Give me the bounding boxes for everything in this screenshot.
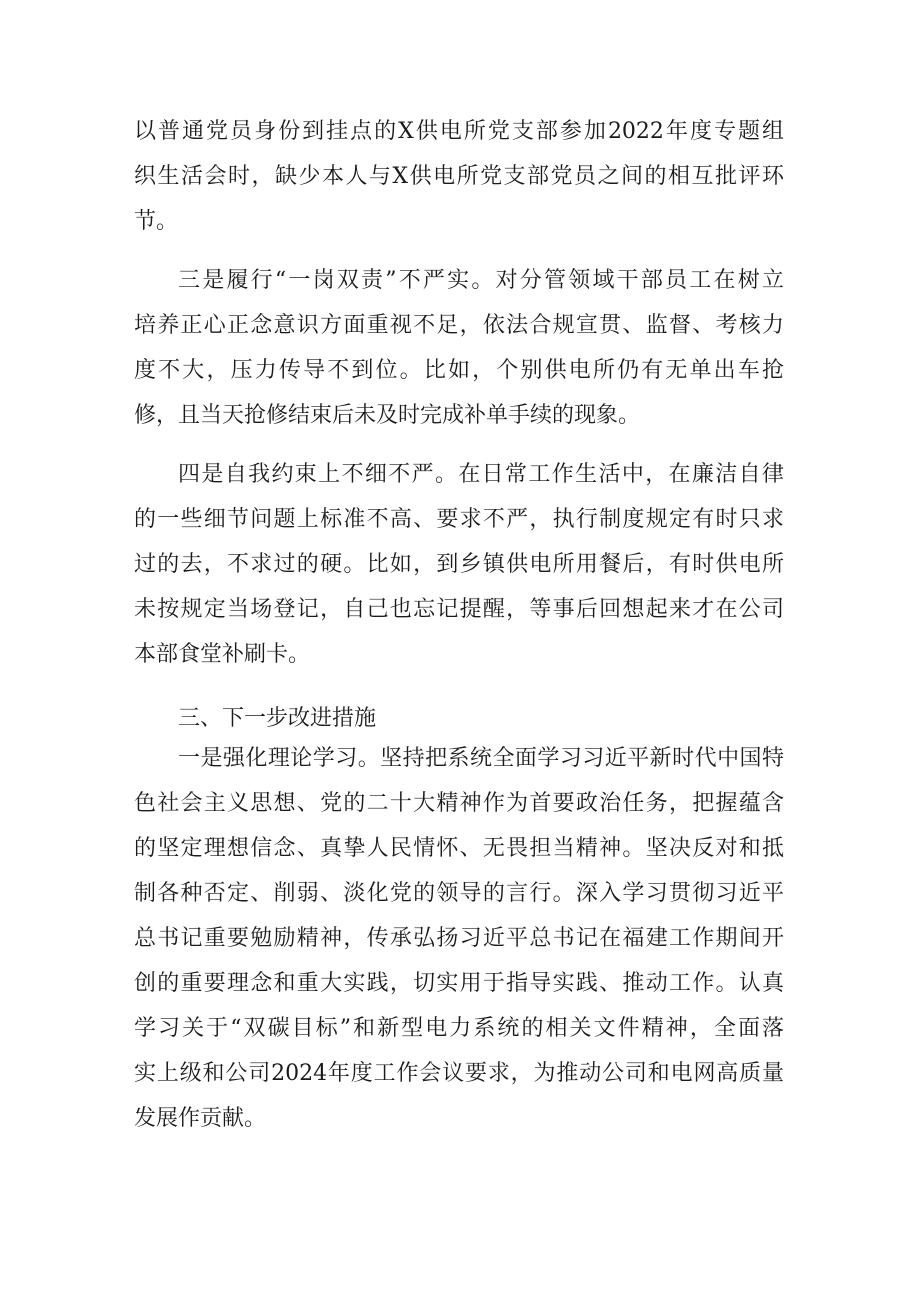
paragraph-line: 的坚定理想信念、真挚人民情怀、无畏担当精神。坚决反对和抵 [134, 836, 784, 861]
paragraph-line: 四是自我约束上不细不严。在日常工作生活中，在廉洁自律 [178, 462, 784, 487]
paragraph-line: 过的去，不求过的硬。比如，到乡镇供电所用餐后，有时供电所 [134, 552, 784, 577]
paragraph-line: 发展作贡献。 [134, 1106, 267, 1131]
paragraph-line: 制各种否定、削弱、淡化党的领导的言行。深入学习贯彻习近平 [134, 881, 784, 906]
paragraph-line: 培养正心正念意识方面重视不足，依法合规宣贯、监督、考核力 [134, 313, 784, 338]
paragraph-line: 织生活会时，缺少本人与X供电所党支部党员之间的相互批评环 [134, 164, 784, 189]
paragraph-line: 色社会主义思想、党的二十大精神作为首要政治任务，把握蕴含 [134, 791, 784, 816]
paragraph-line: 一是强化理论学习。坚持把系统全面学习习近平新时代中国特 [178, 746, 784, 771]
paragraph-line: 总书记重要勉励精神，传承弘扬习近平总书记在福建工作期间开 [134, 926, 784, 951]
paragraph-line: 创的重要理念和重大实践，切实用于指导实践、推动工作。认真 [134, 971, 784, 996]
paragraph-line: 的一些细节问题上标准不高、要求不严，执行制度规定有时只求 [134, 507, 784, 532]
paragraph-line: 学习关于“双碳目标”和新型电力系统的相关文件精神，全面落 [134, 1016, 784, 1041]
paragraph-line: 本部食堂补刷卡。 [134, 642, 311, 667]
section-heading: 三、下一步改进措施 [178, 706, 377, 731]
paragraph-line: 三是履行“一岗双责”不严实。对分管领域干部员工在树立 [178, 268, 784, 293]
paragraph-line: 实上级和公司2024年度工作会议要求，为推动公司和电网高质量 [134, 1061, 784, 1086]
paragraph-line: 度不大，压力传导不到位。比如，个别供电所仍有无单出车抢 [134, 358, 784, 383]
paragraph-line: 节。 [134, 209, 179, 234]
paragraph-line: 以普通党员身份到挂点的X供电所党支部参加2022年度专题组 [134, 119, 784, 144]
paragraph-line: 未按规定当场登记，自己也忘记提醒，等事后回想起来才在公司 [134, 597, 784, 622]
paragraph-line: 修，且当天抢修结束后未及时完成补单手续的现象。 [134, 403, 641, 428]
